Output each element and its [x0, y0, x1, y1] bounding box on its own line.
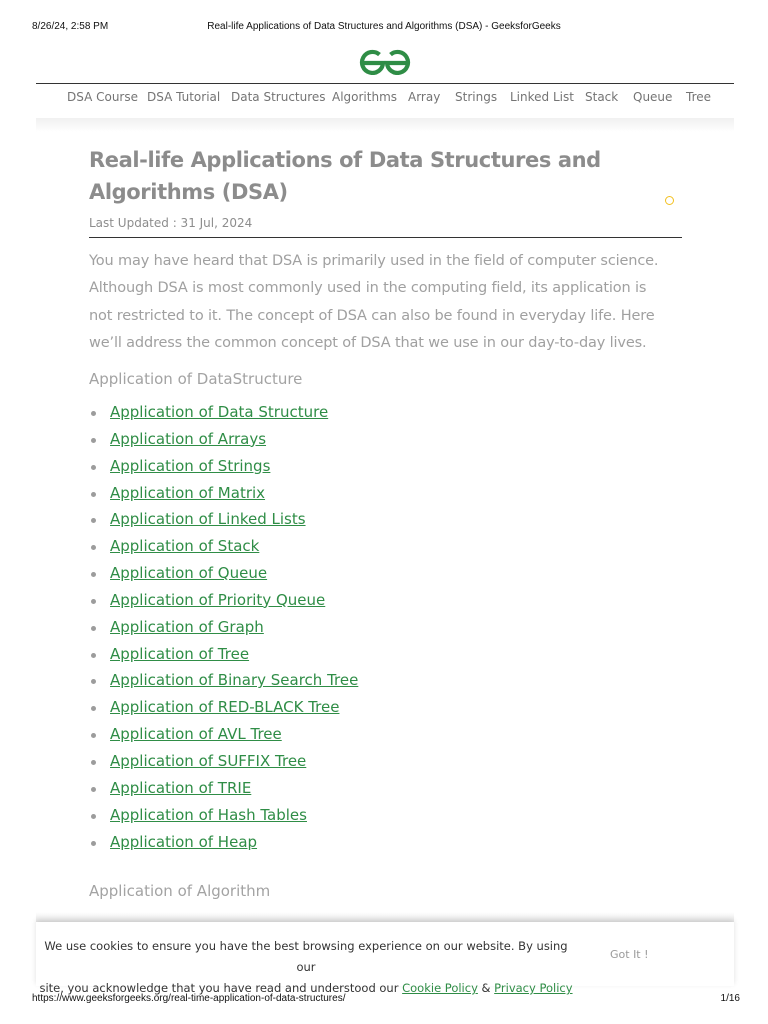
nav-item-strings[interactable]: Strings	[455, 90, 498, 104]
link-application-bst[interactable]: Application of Binary Search Tree	[110, 671, 359, 690]
list-item	[89, 830, 489, 857]
privacy-policy-link[interactable]: Privacy Policy	[494, 981, 573, 995]
top-nav	[36, 90, 734, 106]
bullet-icon	[91, 787, 96, 792]
intro-line: You may have heard that DSA is primarily used in the field of computer science.	[89, 253, 659, 269]
nav-item-dsa-course[interactable]: DSA Course	[67, 90, 138, 104]
bullet-icon	[91, 411, 96, 416]
link-application-trie[interactable]: Application of TRIE	[110, 778, 252, 797]
link-application-tree[interactable]: Application of Tree	[110, 644, 250, 663]
link-application-matrix[interactable]: Application of Matrix	[110, 483, 266, 502]
cookie-banner	[36, 922, 734, 995]
link-application-red-black-tree[interactable]: Application of RED-BLACK Tree	[110, 698, 340, 717]
link-application-hash-tables[interactable]: Application of Hash Tables	[110, 805, 307, 824]
gfg-logo-icon[interactable]	[359, 49, 411, 75]
cookie-policy-link[interactable]: Cookie Policy	[402, 981, 478, 995]
nav-item-array[interactable]: Array	[408, 90, 441, 104]
application-links-list	[89, 400, 489, 856]
bullet-icon	[91, 626, 96, 631]
bullet-icon	[91, 733, 96, 738]
link-application-heap[interactable]: Application of Heap	[110, 832, 258, 851]
loading-spinner-icon	[665, 196, 674, 205]
bullet-icon	[91, 706, 96, 711]
nav-item-data-structures[interactable]: Data Structures	[231, 90, 326, 104]
nav-item-tree[interactable]: Tree	[686, 90, 712, 104]
cookie-message	[36, 936, 576, 999]
bullet-icon	[91, 653, 96, 658]
cookie-message-line-1: We use cookies to ensure you have the best browsing experience on our website. By using our	[44, 939, 568, 974]
nav-item-queue[interactable]: Queue	[633, 90, 673, 104]
list-item	[89, 588, 489, 615]
link-application-strings[interactable]: Application of Strings	[110, 456, 271, 475]
nav-item-stack[interactable]: Stack	[585, 90, 619, 104]
list-item	[89, 454, 489, 481]
title-divider	[89, 237, 682, 238]
print-doc-title: Real-life Applications of Data Structures and Algorithms (DSA) - GeeksforGeeks	[207, 21, 561, 32]
list-item	[89, 776, 489, 803]
link-application-arrays[interactable]: Application of Arrays	[110, 429, 267, 448]
nav-shadow	[36, 118, 734, 132]
list-item	[89, 749, 489, 776]
bullet-icon	[91, 492, 96, 497]
page-title	[89, 144, 649, 208]
section-heading-algorithm: Application of Algorithm	[89, 882, 271, 900]
last-updated: Last Updated : 31 Jul, 2024	[89, 216, 253, 230]
list-item	[89, 615, 489, 642]
list-item	[89, 668, 489, 695]
list-item	[89, 803, 489, 830]
link-application-linked-lists[interactable]: Application of Linked Lists	[110, 510, 306, 529]
bullet-icon	[91, 545, 96, 550]
nav-item-linked-list[interactable]: Linked List	[510, 90, 574, 104]
bullet-icon	[91, 679, 96, 684]
intro-line: Although DSA is most commonly used in the computing field, its application is	[89, 280, 647, 297]
list-item	[89, 507, 489, 534]
print-url: https://www.geeksforgeeks.org/real-time-application-of-data-structures/	[32, 993, 346, 1004]
link-application-suffix-tree[interactable]: Application of SUFFIX Tree	[110, 751, 307, 770]
bullet-icon	[91, 599, 96, 604]
bullet-icon	[91, 572, 96, 577]
bullet-icon	[91, 760, 96, 765]
list-item	[89, 400, 489, 427]
print-header	[0, 21, 768, 33]
bullet-icon	[91, 814, 96, 819]
intro-paragraph	[89, 248, 689, 357]
nav-divider	[36, 83, 734, 84]
cookie-amp: &	[477, 981, 495, 995]
list-item	[89, 561, 489, 588]
bullet-icon	[91, 841, 96, 846]
list-item	[89, 534, 489, 561]
page-title-line-1: Real-life Applications of Data Structures and	[89, 148, 601, 172]
link-application-stack[interactable]: Application of Stack	[110, 537, 260, 556]
link-application-graph[interactable]: Application of Graph	[110, 617, 264, 636]
list-item	[89, 695, 489, 722]
nav-item-algorithms[interactable]: Algorithms	[332, 90, 398, 104]
bullet-icon	[91, 518, 96, 523]
section-heading-data-structure: Application of DataStructure	[89, 370, 303, 388]
link-application-priority-queue[interactable]: Application of Priority Queue	[110, 590, 326, 609]
page-title-line-2: Algorithms (DSA)	[89, 180, 288, 204]
link-application-avl-tree[interactable]: Application of AVL Tree	[110, 725, 282, 744]
list-item	[89, 722, 489, 749]
nav-item-dsa-tutorial[interactable]: DSA Tutorial	[147, 90, 221, 104]
list-item	[89, 427, 489, 454]
cookie-banner-shadow	[36, 912, 734, 922]
print-footer	[0, 993, 768, 1005]
intro-line: not restricted to it. The concept of DSA can also be found in everyday life. Here	[89, 307, 655, 324]
list-item	[89, 481, 489, 508]
bullet-icon	[91, 465, 96, 470]
intro-line: we’ll address the common concept of DSA that we use in our day-to-day lives.	[89, 334, 647, 351]
link-application-data-structure[interactable]: Application of Data Structure	[110, 403, 329, 421]
list-item	[89, 642, 489, 669]
bullet-icon	[91, 438, 96, 443]
print-page-number: 1/16	[720, 993, 740, 1004]
cookie-message-line-2: site, you acknowledge that you have read and understood our	[39, 981, 403, 995]
got-it-button[interactable]: Got It !	[610, 948, 649, 961]
print-datetime: 8/26/24, 2:58 PM	[32, 21, 109, 32]
link-application-queue[interactable]: Application of Queue	[110, 564, 268, 583]
